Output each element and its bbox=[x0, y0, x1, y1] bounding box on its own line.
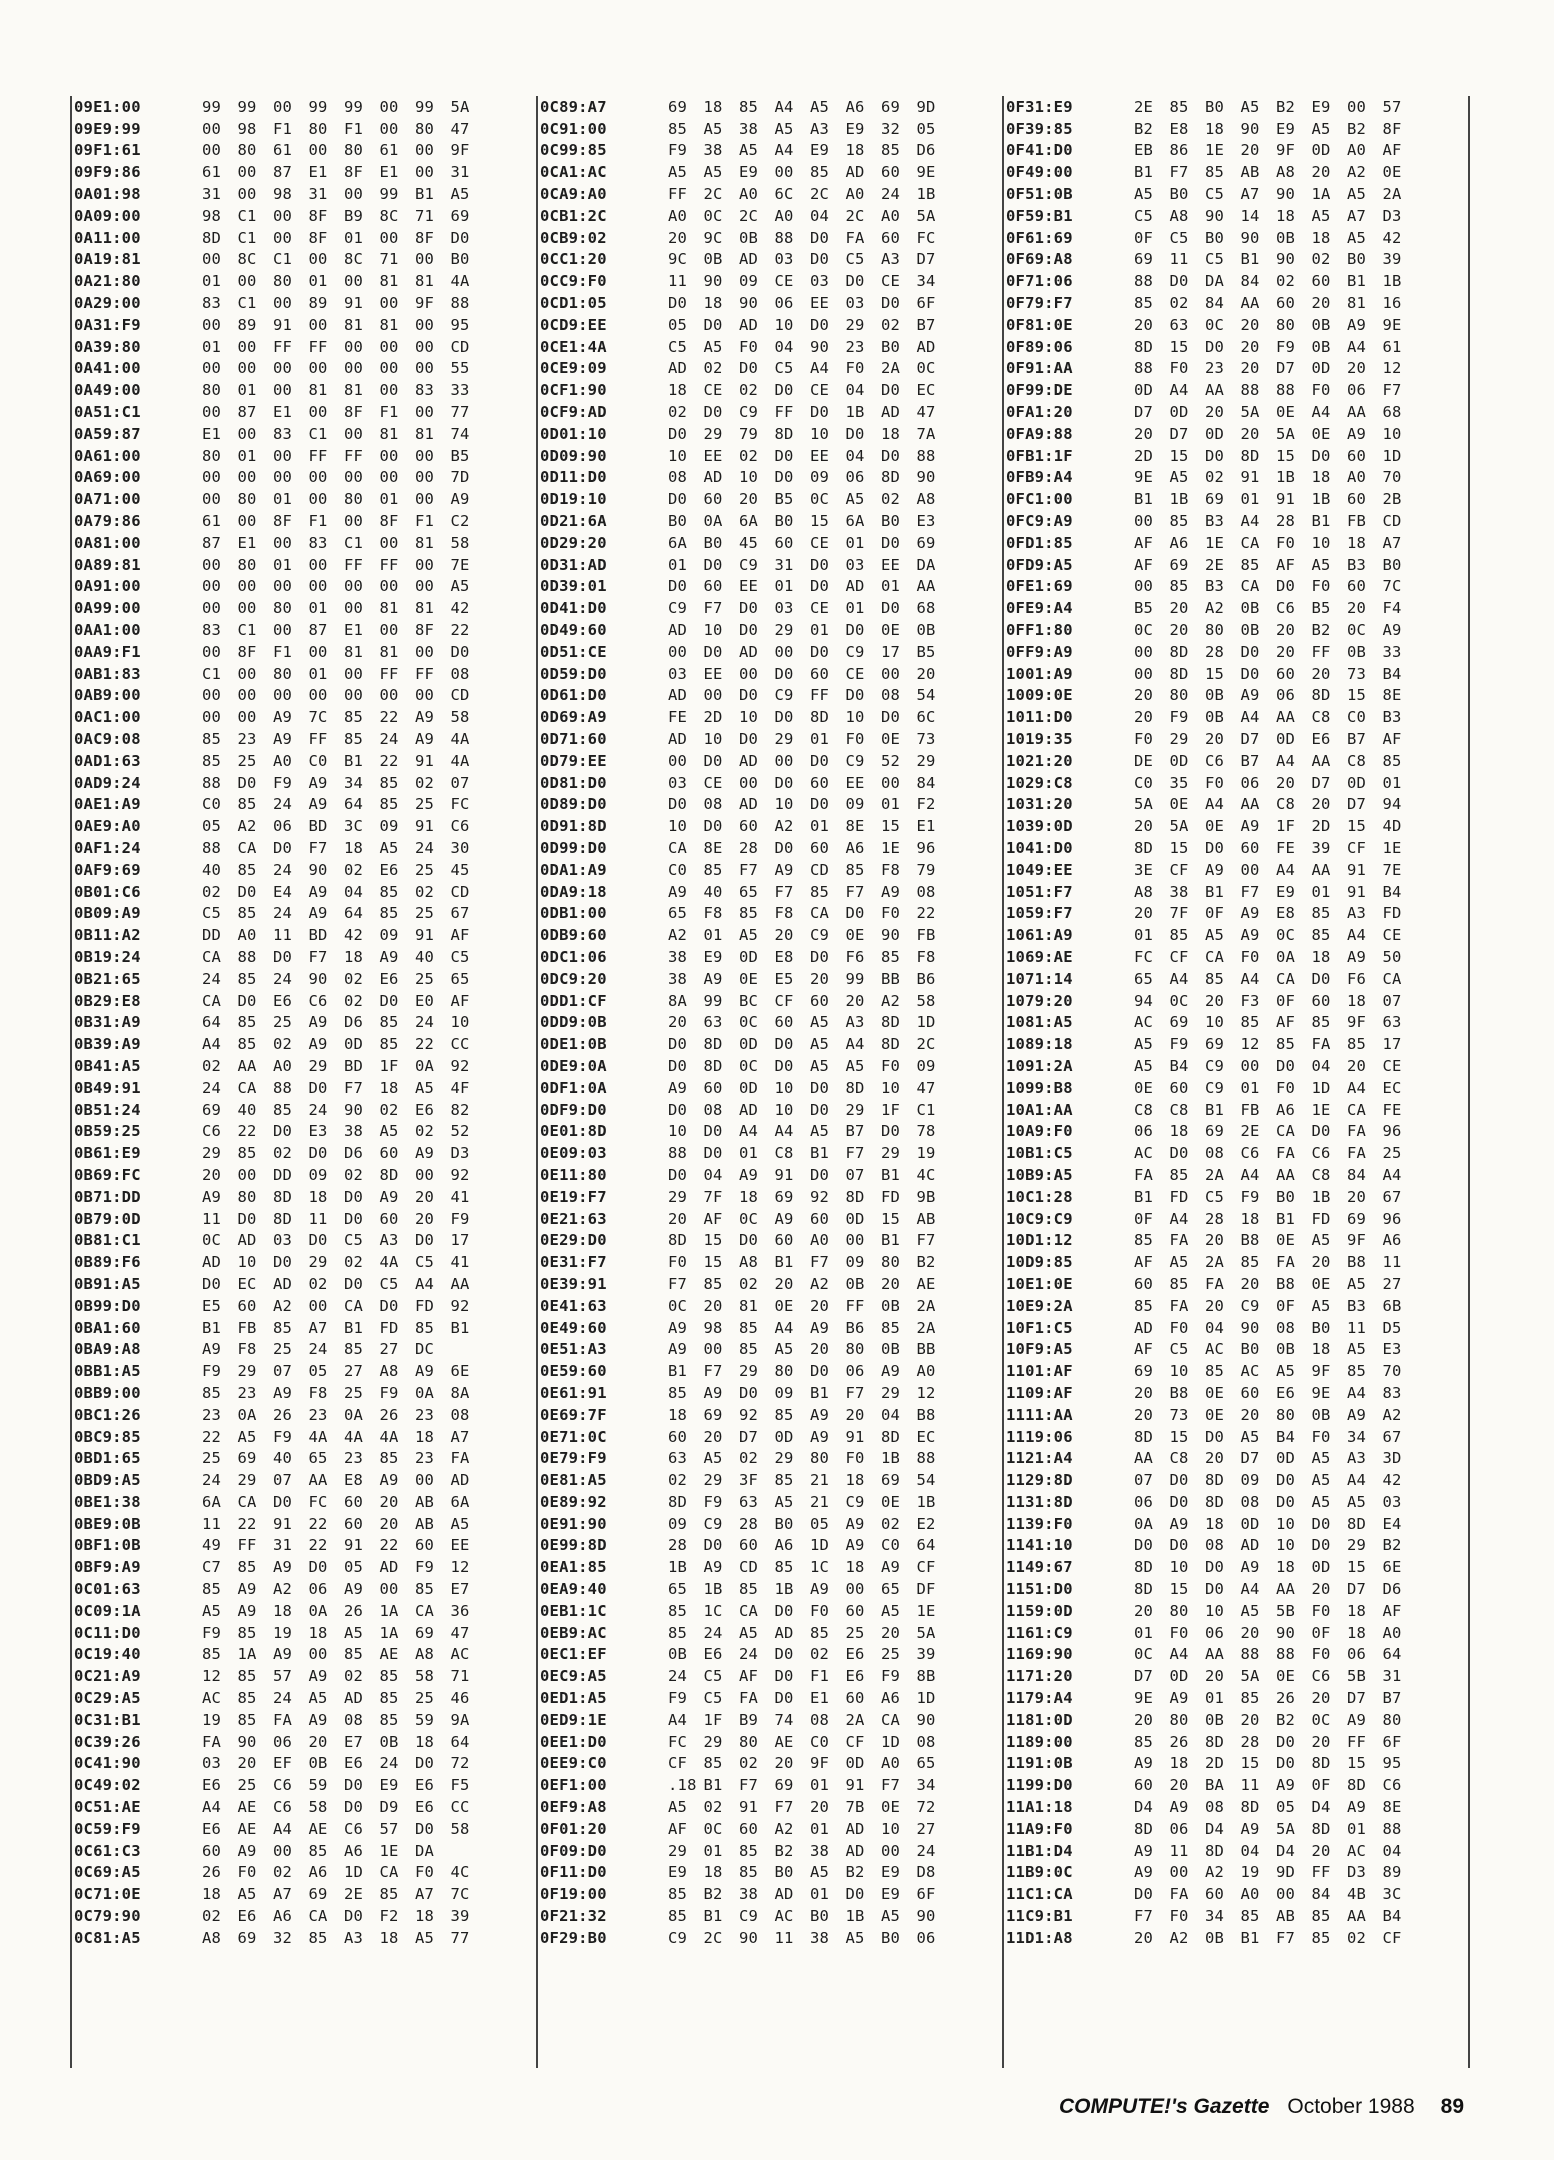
listing-line: 0EE1:D0 FC 29 80 AE C0 CF 1D 08 bbox=[540, 1732, 936, 1751]
listing-line: 09E1:00 99 99 00 99 99 00 99 5A bbox=[74, 97, 470, 116]
listing-line: 0A29:00 83 C1 00 89 91 00 9F 88 bbox=[74, 294, 470, 313]
listing-line: 1129:8D 07 D0 8D 09 D0 A5 A4 42 bbox=[1006, 1471, 1402, 1490]
listing-line: 0DD9:0B 20 63 0C 60 A5 A3 8D 1D bbox=[540, 1013, 936, 1032]
listing-line: 10D1:12 85 FA 20 B8 0E A5 9F A6 bbox=[1006, 1231, 1402, 1250]
listing-line: 1049:EE 3E CF A9 00 A4 AA 91 7E bbox=[1006, 860, 1402, 879]
listing-line: 0F59:B1 C5 A8 90 14 18 A5 A7 D3 bbox=[1006, 206, 1402, 225]
listing-line: 0CC1:20 9C 0B AD 03 D0 C5 A3 D7 bbox=[540, 250, 936, 269]
listing-line: 0AB9:00 00 00 00 00 00 00 00 CD bbox=[74, 686, 470, 705]
listing-line: 0FF1:80 0C 20 80 0B 20 B2 0C A9 bbox=[1006, 621, 1402, 640]
listing-line: 1111:AA 20 73 0E 20 80 0B A9 A2 bbox=[1006, 1405, 1402, 1424]
listing-column-1 bbox=[70, 96, 536, 2068]
listing-line: 0CF1:90 18 CE 02 D0 CE 04 D0 EC bbox=[540, 381, 936, 400]
listing-line: 0B79:0D 11 D0 8D 11 D0 60 20 F9 bbox=[74, 1209, 470, 1228]
listing-line: 0FC9:A9 00 85 B3 A4 28 B1 FB CD bbox=[1006, 512, 1402, 531]
listing-line: 0D81:D0 03 CE 00 D0 60 EE 00 84 bbox=[540, 773, 936, 792]
listing-line: 0B39:A9 A4 85 02 A9 0D 85 22 CC bbox=[74, 1035, 470, 1054]
listing-line: 11C9:B1 F7 F0 34 85 AB 85 AA B4 bbox=[1006, 1907, 1402, 1926]
listing-line: 1011:D0 20 F9 0B A4 AA C8 C0 B3 bbox=[1006, 708, 1402, 727]
listing-line: 0BF1:0B 49 FF 31 22 91 22 60 EE bbox=[74, 1536, 470, 1555]
listing-line: 1079:20 94 0C 20 F3 0F 60 18 07 bbox=[1006, 991, 1402, 1010]
listing-line: 0B21:65 24 85 24 90 02 E6 25 65 bbox=[74, 969, 470, 988]
listing-line: 0CA9:A0 FF 2C A0 6C 2C A0 24 1B bbox=[540, 185, 936, 204]
listing-line: 0E69:7F 18 69 92 85 A9 20 04 B8 bbox=[540, 1405, 936, 1424]
listing-line: 0A11:00 8D C1 00 8F 01 00 8F D0 bbox=[74, 228, 470, 247]
listing-line: 1061:A9 01 85 A5 A9 0C 85 A4 CE bbox=[1006, 926, 1402, 945]
listing-line: 0F99:DE 0D A4 AA 88 88 F0 06 F7 bbox=[1006, 381, 1402, 400]
listing-line: 0A41:00 00 00 00 00 00 00 00 55 bbox=[74, 359, 470, 378]
listing-line: 11B1:D4 A9 11 8D 04 D4 20 AC 04 bbox=[1006, 1841, 1402, 1860]
listing-line: 0D31:AD 01 D0 C9 31 D0 03 EE DA bbox=[540, 555, 936, 574]
magazine-name: COMPUTE!'s Gazette bbox=[1059, 2095, 1270, 2118]
listing-line: 09E9:99 00 98 F1 80 F1 00 80 47 bbox=[74, 119, 470, 138]
listing-line: 1041:D0 8D 15 D0 60 FE 39 CF 1E bbox=[1006, 838, 1402, 857]
listing-line: 0AC9:08 85 23 A9 FF 85 24 A9 4A bbox=[74, 730, 470, 748]
listing-line: 1179:A4 9E A9 01 85 26 20 D7 B7 bbox=[1006, 1689, 1402, 1708]
page-number: 89 bbox=[1440, 2095, 1464, 2118]
listing-line: 0BC9:85 22 A5 F9 4A 4A 4A 18 A7 bbox=[74, 1427, 470, 1446]
listing-line: 0EF9:A8 A5 02 91 F7 20 7B 0E 72 bbox=[540, 1798, 936, 1817]
listing-line: 0CB1:2C A0 0C 2C A0 04 2C A0 5A bbox=[540, 206, 936, 225]
listing-line: 0B59:25 C6 22 D0 E3 38 A5 02 52 bbox=[74, 1122, 470, 1141]
listing-line: 0CC9:F0 11 90 09 CE 03 D0 CE 34 bbox=[540, 272, 936, 291]
listing-line: 0A19:81 00 8C C1 00 8C 71 00 B0 bbox=[74, 250, 470, 269]
listing-line: 11A9:F0 8D 06 D4 A9 5A 8D 01 88 bbox=[1006, 1819, 1402, 1838]
listing-line: 0AC1:00 00 00 A9 7C 85 22 A9 58 bbox=[74, 708, 470, 727]
listing-line: 11B9:0C A9 00 A2 19 9D FF D3 89 bbox=[1006, 1863, 1402, 1882]
listing-line: 0D11:D0 08 AD 10 D0 09 06 8D 90 bbox=[540, 468, 936, 487]
listing-line: 1109:AF 20 B8 0E 60 E6 9E A4 83 bbox=[1006, 1383, 1402, 1402]
listing-line: 10A9:F0 06 18 69 2E CA D0 FA 96 bbox=[1006, 1122, 1402, 1141]
listing-line: 0EF1:00 .18 B1 F7 69 01 91 F7 34 bbox=[540, 1776, 936, 1795]
listing-line: 0C79:90 02 E6 A6 CA D0 F2 18 39 bbox=[74, 1907, 470, 1926]
listing-line: 0BE9:0B 11 22 91 22 60 20 AB A5 bbox=[74, 1514, 470, 1533]
listing-line: 0E49:60 A9 98 85 A4 A9 B6 85 2A bbox=[540, 1318, 936, 1337]
listing-line: 0B31:A9 64 85 25 A9 D6 85 24 10 bbox=[74, 1013, 470, 1032]
listing-line: 10C9:C9 0F A4 28 18 B1 FD 69 96 bbox=[1006, 1209, 1402, 1228]
listing-line: 0B49:91 24 CA 88 D0 F7 18 A5 4F bbox=[74, 1078, 470, 1097]
listing-line: 0A79:86 61 00 8F F1 00 8F F1 C2 bbox=[74, 512, 470, 531]
listing-line: 0F01:20 AF 0C 60 A2 01 AD 10 27 bbox=[540, 1819, 936, 1838]
listing-line: 0F21:32 85 B1 C9 AC B0 1B A5 90 bbox=[540, 1907, 936, 1926]
listing-line: 0F89:06 8D 15 D0 20 F9 0B A4 61 bbox=[1006, 337, 1402, 356]
listing-line: 0B91:A5 D0 EC AD 02 D0 C5 A4 AA bbox=[74, 1274, 470, 1293]
listing-line: 0E11:80 D0 04 A9 91 D0 07 B1 4C bbox=[540, 1165, 936, 1184]
listing-line: 0C61:C3 60 A9 00 85 A6 1E DA bbox=[74, 1841, 435, 1860]
listing-line: 0C71:0E 18 A5 A7 69 2E 85 A7 7C bbox=[74, 1885, 470, 1904]
listing-line: 0C51:AE A4 AE C6 58 D0 D9 E6 CC bbox=[74, 1798, 470, 1817]
listing-line: 1101:AF 69 10 85 AC A5 9F 85 70 bbox=[1006, 1362, 1402, 1381]
listing-line: 0AF9:69 40 85 24 90 02 E6 25 45 bbox=[74, 860, 470, 879]
listing-line: 0CB9:02 20 9C 0B 88 D0 FA 60 FC bbox=[540, 228, 936, 247]
listing-line: 10C1:28 B1 FD C5 F9 B0 1B 20 67 bbox=[1006, 1187, 1402, 1206]
listing-line: 0E01:8D 10 D0 A4 A4 A5 B7 D0 78 bbox=[540, 1122, 936, 1141]
listing-line: 0AE9:A0 05 A2 06 BD 3C 09 91 C6 bbox=[74, 817, 470, 836]
listing-line: 0F09:D0 29 01 85 B2 38 AD 00 24 bbox=[540, 1841, 936, 1860]
listing-line: 0D89:D0 D0 08 AD 10 D0 09 01 F2 bbox=[540, 795, 936, 814]
listing-line: 0D61:D0 AD 00 D0 C9 FF D0 08 54 bbox=[540, 686, 936, 705]
listing-line: 0B51:24 69 40 85 24 90 02 E6 82 bbox=[74, 1100, 470, 1119]
listing-line: 1081:A5 AC 69 10 85 AF 85 9F 63 bbox=[1006, 1013, 1402, 1032]
listing-line: 0C49:02 E6 25 C6 59 D0 E9 E6 F5 bbox=[74, 1776, 470, 1795]
listing-line: 1159:0D 20 80 10 A5 5B F0 18 AF bbox=[1006, 1601, 1402, 1620]
listing-line: 10E9:2A 85 FA 20 C9 0F A5 B3 6B bbox=[1006, 1296, 1402, 1315]
listing-line: 1149:67 8D 10 D0 A9 18 0D 15 6E bbox=[1006, 1558, 1402, 1577]
listing-line: 1089:18 A5 F9 69 12 85 FA 85 17 bbox=[1006, 1035, 1402, 1054]
listing-line: 0AA9:F1 00 8F F1 00 81 81 00 D0 bbox=[74, 642, 470, 661]
listing-line: 0DF9:D0 D0 08 AD 10 D0 29 1F C1 bbox=[540, 1100, 936, 1119]
listing-line: 0D99:D0 CA 8E 28 D0 60 A6 1E 96 bbox=[540, 838, 936, 857]
listing-line: 0D71:60 AD 10 D0 29 01 F0 0E 73 bbox=[540, 730, 936, 748]
listing-line: 11A1:18 D4 A9 08 8D 05 D4 A9 8E bbox=[1006, 1798, 1402, 1817]
listing-line: 1199:D0 60 20 BA 11 A9 0F 8D C6 bbox=[1006, 1776, 1402, 1795]
listing-line: 0C29:A5 AC 85 24 A5 AD 85 25 46 bbox=[74, 1689, 470, 1708]
issue-date: October 1988 bbox=[1287, 2095, 1415, 2118]
listing-line: 0E29:D0 8D 15 D0 60 A0 00 B1 F7 bbox=[540, 1231, 936, 1250]
listing-line: 0E81:A5 02 29 3F 85 21 18 69 54 bbox=[540, 1471, 936, 1490]
listing-line: 0FB9:A4 9E A5 02 91 1B 18 A0 70 bbox=[1006, 468, 1402, 487]
listing-line: 0ED9:1E A4 1F B9 74 08 2A CA 90 bbox=[540, 1710, 936, 1729]
listing-line: 0A81:00 87 E1 00 83 C1 00 81 58 bbox=[74, 533, 470, 552]
listing-line: 0CF9:AD 02 D0 C9 FF D0 1B AD 47 bbox=[540, 403, 936, 422]
listing-line: 0A01:98 31 00 98 31 00 99 B1 A5 bbox=[74, 185, 470, 204]
listing-line: 0DA9:18 A9 40 65 F7 85 F7 A9 08 bbox=[540, 882, 936, 901]
listing-line: 0E41:63 0C 20 81 0E 20 FF 0B 2A bbox=[540, 1296, 936, 1315]
listing-line: 0F91:AA 88 F0 23 20 D7 0D 20 12 bbox=[1006, 359, 1402, 378]
listing-line: 0E21:63 20 AF 0C A9 60 0D 15 AB bbox=[540, 1209, 936, 1228]
listing-line: 1039:0D 20 5A 0E A9 1F 2D 15 4D bbox=[1006, 817, 1402, 836]
listing-line: 0BF9:A9 C7 85 A9 D0 05 AD F9 12 bbox=[74, 1558, 470, 1577]
listing-line: 0FF9:A9 00 8D 28 D0 20 FF 0B 33 bbox=[1006, 642, 1402, 661]
listing-line: 1141:10 D0 D0 08 AD 10 D0 29 B2 bbox=[1006, 1536, 1402, 1555]
listing-line: 1051:F7 A8 38 B1 F7 E9 01 91 B4 bbox=[1006, 882, 1402, 901]
listing-line: 0B71:DD A9 80 8D 18 D0 A9 20 41 bbox=[74, 1187, 470, 1206]
listing-line: 0A21:80 01 00 80 01 00 81 81 4A bbox=[74, 272, 470, 291]
listing-line: 1171:20 D7 0D 20 5A 0E C6 5B 31 bbox=[1006, 1667, 1402, 1686]
listing-line: 1181:0D 20 80 0B 20 B2 0C A9 80 bbox=[1006, 1710, 1402, 1729]
listing-line: 09F9:86 61 00 87 E1 8F E1 00 31 bbox=[74, 163, 470, 182]
listing-line: 0E51:A3 A9 00 85 A5 20 80 0B BB bbox=[540, 1340, 936, 1359]
listing-line: 0D69:A9 FE 2D 10 D0 8D 10 D0 6C bbox=[540, 708, 936, 727]
listing-line: 0FC1:00 B1 1B 69 01 91 1B 60 2B bbox=[1006, 490, 1402, 509]
listing-line: 0B81:C1 0C AD 03 D0 C5 A3 D0 17 bbox=[74, 1231, 470, 1250]
listing-line: 0B29:E8 CA D0 E6 C6 02 D0 E0 AF bbox=[74, 991, 470, 1010]
listing-line: 10A1:AA C8 C8 B1 FB A6 1E CA FE bbox=[1006, 1100, 1402, 1119]
page-footer bbox=[1059, 2095, 1464, 2119]
listing-line: 0E89:92 8D F9 63 A5 21 C9 0E 1B bbox=[540, 1492, 936, 1511]
listing-line: 1021:20 DE 0D C6 B7 A4 AA C8 85 bbox=[1006, 751, 1402, 770]
listing-line: 1091:2A A5 B4 C9 00 D0 04 20 CE bbox=[1006, 1056, 1402, 1075]
listing-line: 0E09:03 88 D0 01 C8 B1 F7 29 19 bbox=[540, 1144, 936, 1163]
listing-line: 0C11:D0 F9 85 19 18 A5 1A 69 47 bbox=[74, 1623, 470, 1642]
listing-line: 0CD1:05 D0 18 90 06 EE 03 D0 6F bbox=[540, 294, 936, 313]
listing-line: 0BA9:A8 A9 F8 25 24 85 27 DC bbox=[74, 1340, 435, 1359]
listing-line: 0CE1:4A C5 A5 F0 04 90 23 B0 AD bbox=[540, 337, 936, 356]
listing-line: 0CA1:AC A5 A5 E9 00 85 AD 60 9E bbox=[540, 163, 936, 182]
listing-line: 10F9:A5 AF C5 AC B0 0B 18 A5 E3 bbox=[1006, 1340, 1402, 1359]
listing-line: 0D29:20 6A B0 45 60 CE 01 D0 69 bbox=[540, 533, 936, 552]
listing-line: 0A59:87 E1 00 83 C1 00 81 81 74 bbox=[74, 424, 470, 443]
listing-line: 0B61:E9 29 85 02 D0 D6 60 A9 D3 bbox=[74, 1144, 470, 1163]
listing-line: 0A89:81 00 80 01 00 FF FF 00 7E bbox=[74, 555, 470, 574]
listing-line: 0DB9:60 A2 01 A5 20 C9 0E 90 FB bbox=[540, 926, 936, 945]
listing-line: 0B09:A9 C5 85 24 A9 64 85 25 67 bbox=[74, 904, 470, 923]
listing-line: 0FB1:1F 2D 15 D0 8D 15 D0 60 1D bbox=[1006, 446, 1402, 465]
listing-line: 0C09:1A A5 A9 18 0A 26 1A CA 36 bbox=[74, 1601, 470, 1620]
listing-line: 0CD9:EE 05 D0 AD 10 D0 29 02 B7 bbox=[540, 315, 936, 334]
listing-line: 0F39:85 B2 E8 18 90 E9 A5 B2 8F bbox=[1006, 119, 1402, 138]
listing-line: 0C01:63 85 A9 A2 06 A9 00 85 E7 bbox=[74, 1580, 470, 1599]
listing-line: 0D91:8D 10 D0 60 A2 01 8E 15 E1 bbox=[540, 817, 936, 836]
listing-line: 0B69:FC 20 00 DD 09 02 8D 00 92 bbox=[74, 1165, 470, 1184]
listing-line: 0F29:B0 C9 2C 90 11 38 A5 B0 06 bbox=[540, 1928, 936, 1947]
listing-line: 0D19:10 D0 60 20 B5 0C A5 02 A8 bbox=[540, 490, 936, 509]
listing-line: 0BD9:A5 24 29 07 AA E8 A9 00 AD bbox=[74, 1471, 470, 1490]
listing-line: 0D01:10 D0 29 79 8D 10 D0 18 7A bbox=[540, 424, 936, 443]
listing-line: 10B1:C5 AC D0 08 C6 FA C6 FA 25 bbox=[1006, 1144, 1402, 1163]
listing-line: 0FE1:69 00 85 B3 CA D0 F0 60 7C bbox=[1006, 577, 1402, 596]
listing-line: 0E79:F9 63 A5 02 29 80 F0 1B 88 bbox=[540, 1449, 936, 1468]
listing-line: 0E39:91 F7 85 02 20 A2 0B 20 AE bbox=[540, 1274, 936, 1293]
listing-line: 0BC1:26 23 0A 26 23 0A 26 23 08 bbox=[74, 1405, 470, 1424]
listing-line: 0A31:F9 00 89 91 00 81 81 00 95 bbox=[74, 315, 470, 334]
listing-line: 0F61:69 0F C5 B0 90 0B 18 A5 42 bbox=[1006, 228, 1402, 247]
listing-line: 0A69:00 00 00 00 00 00 00 00 7D bbox=[74, 468, 470, 487]
listing-line: 0A99:00 00 00 80 01 00 81 81 42 bbox=[74, 599, 470, 618]
listing-line: 0B11:A2 DD A0 11 BD 42 09 91 AF bbox=[74, 926, 470, 945]
listing-line: 1069:AE FC CF CA F0 0A 18 A9 50 bbox=[1006, 947, 1402, 966]
listing-line: 0A71:00 00 80 01 00 80 01 00 A9 bbox=[74, 490, 470, 509]
listing-line: 1009:0E 20 80 0B A9 06 8D 15 8E bbox=[1006, 686, 1402, 705]
listing-line: 0AD1:63 85 25 A0 C0 B1 22 91 4A bbox=[74, 751, 470, 770]
listing-line: 0C89:A7 69 18 85 A4 A5 A6 69 9D bbox=[540, 97, 936, 116]
listing-line: 0DB1:00 65 F8 85 F8 CA D0 F0 22 bbox=[540, 904, 936, 923]
listing-line: 1189:00 85 26 8D 28 D0 20 FF 6F bbox=[1006, 1732, 1402, 1751]
listing-line: 0FA9:88 20 D7 0D 20 5A 0E A9 10 bbox=[1006, 424, 1402, 443]
listing-line: 0AF1:24 88 CA D0 F7 18 A5 24 30 bbox=[74, 838, 470, 857]
listing-line: 0B89:F6 AD 10 D0 29 02 4A C5 41 bbox=[74, 1253, 470, 1272]
listing-line: 0A49:00 80 01 00 81 81 00 83 33 bbox=[74, 381, 470, 400]
listing-line: 10E1:0E 60 85 FA 20 B8 0E A5 27 bbox=[1006, 1274, 1402, 1293]
listing-line: 0F79:F7 85 02 84 AA 60 20 81 16 bbox=[1006, 294, 1402, 313]
listing-line: 0C19:40 85 1A A9 00 85 AE A8 AC bbox=[74, 1645, 470, 1664]
listing-line: 1139:F0 0A A9 18 0D 10 D0 8D E4 bbox=[1006, 1514, 1402, 1533]
listing-line: 0E99:8D 28 D0 60 A6 1D A9 C0 64 bbox=[540, 1536, 936, 1555]
listing-line: 0DE9:0A D0 8D 0C D0 A5 A5 F0 09 bbox=[540, 1056, 936, 1075]
listing-line: 0FD9:A5 AF 69 2E 85 AF A5 B3 B0 bbox=[1006, 555, 1402, 574]
listing-line: 0FD1:85 AF A6 1E CA F0 10 18 A7 bbox=[1006, 533, 1402, 552]
listing-line: 0EC9:A5 24 C5 AF D0 F1 E6 F9 8B bbox=[540, 1667, 936, 1686]
listing-line: 0B19:24 CA 88 D0 F7 18 A9 40 C5 bbox=[74, 947, 470, 966]
listing-line: 1001:A9 00 8D 15 D0 60 20 73 B4 bbox=[1006, 664, 1402, 683]
listing-line: 0BA1:60 B1 FB 85 A7 B1 FD 85 B1 bbox=[74, 1318, 470, 1337]
listing-line: 0DA1:A9 C0 85 F7 A9 CD 85 F8 79 bbox=[540, 860, 936, 879]
listing-line: 0EB9:AC 85 24 A5 AD 85 25 20 5A bbox=[540, 1623, 936, 1642]
listing-line: 0EB1:1C 85 1C CA D0 F0 60 A5 1E bbox=[540, 1601, 936, 1620]
listing-line: 0FE9:A4 B5 20 A2 0B C6 B5 20 F4 bbox=[1006, 599, 1402, 618]
listing-line: 1151:D0 8D 15 D0 A4 AA 20 D7 D6 bbox=[1006, 1580, 1402, 1599]
listing-line: 0F71:06 88 D0 DA 84 02 60 B1 1B bbox=[1006, 272, 1402, 291]
listing-line: 0D09:90 10 EE 02 D0 EE 04 D0 88 bbox=[540, 446, 936, 465]
listing-line: 0C41:90 03 20 EF 0B E6 24 D0 72 bbox=[74, 1754, 470, 1773]
listing-line: 0ED1:A5 F9 C5 FA D0 E1 60 A6 1D bbox=[540, 1689, 936, 1708]
listing-line: 09F1:61 00 80 61 00 80 61 00 9F bbox=[74, 141, 470, 160]
listing-line: 1121:A4 AA C8 20 D7 0D A5 A3 3D bbox=[1006, 1449, 1402, 1468]
listing-line: 0A39:80 01 00 FF FF 00 00 00 CD bbox=[74, 337, 470, 356]
listing-line: 0C99:85 F9 38 A5 A4 E9 18 85 D6 bbox=[540, 141, 936, 160]
listing-line: 0DC1:06 38 E9 0D E8 D0 F6 85 F8 bbox=[540, 947, 936, 966]
listing-line: 0DC9:20 38 A9 0E E5 20 99 BB B6 bbox=[540, 969, 936, 988]
listing-line: 0AB1:83 C1 00 80 01 00 FF FF 08 bbox=[74, 664, 470, 683]
listing-line: 0D79:EE 00 D0 AD 00 D0 C9 52 29 bbox=[540, 751, 936, 770]
listing-line: 0EC1:EF 0B E6 24 D0 02 E6 25 39 bbox=[540, 1645, 936, 1664]
listing-line: 0A09:00 98 C1 00 8F B9 8C 71 69 bbox=[74, 206, 470, 225]
listing-line: 0BE1:38 6A CA D0 FC 60 20 AB 6A bbox=[74, 1492, 470, 1511]
listing-line: 0C39:26 FA 90 06 20 E7 0B 18 64 bbox=[74, 1732, 470, 1751]
listing-line: 0F81:0E 20 63 0C 20 80 0B A9 9E bbox=[1006, 315, 1402, 334]
listing-line: 0B99:D0 E5 60 A2 00 CA D0 FD 92 bbox=[74, 1296, 470, 1315]
listing-column-3 bbox=[1002, 96, 1470, 2068]
listing-line: 0AD9:24 88 D0 F9 A9 34 85 02 07 bbox=[74, 773, 470, 792]
listing-line: 1119:06 8D 15 D0 A5 B4 F0 34 67 bbox=[1006, 1427, 1402, 1446]
listing-line: 1099:B8 0E 60 C9 01 F0 1D A4 EC bbox=[1006, 1078, 1402, 1097]
listing-line: 0DF1:0A A9 60 0D 10 D0 8D 10 47 bbox=[540, 1078, 936, 1097]
listing-line: 0E59:60 B1 F7 29 80 D0 06 A9 A0 bbox=[540, 1362, 936, 1381]
listing-line: 0DE1:0B D0 8D 0D D0 A5 A4 8D 2C bbox=[540, 1035, 936, 1054]
listing-line: 0C21:A9 12 85 57 A9 02 85 58 71 bbox=[74, 1667, 470, 1686]
listing-line: 0AA1:00 83 C1 00 87 E1 00 8F 22 bbox=[74, 621, 470, 640]
listing-line: 0C81:A5 A8 69 32 85 A3 18 A5 77 bbox=[74, 1928, 470, 1947]
listing-line: 0A51:C1 00 87 E1 00 8F F1 00 77 bbox=[74, 403, 470, 422]
listing-line: 0F41:D0 EB 86 1E 20 9F 0D A0 AF bbox=[1006, 141, 1402, 160]
listing-line: 0BD1:65 25 69 40 65 23 85 23 FA bbox=[74, 1449, 470, 1468]
hex-listing bbox=[70, 96, 1470, 2068]
listing-line: 1059:F7 20 7F 0F A9 E8 85 A3 FD bbox=[1006, 904, 1402, 923]
listing-line: 0EA9:40 65 1B 85 1B A9 00 65 DF bbox=[540, 1580, 936, 1599]
listing-line: 0A61:00 80 01 00 FF FF 00 00 B5 bbox=[74, 446, 470, 465]
listing-line: 1019:35 F0 29 20 D7 0D E6 B7 AF bbox=[1006, 730, 1402, 748]
listing-line: 0A91:00 00 00 00 00 00 00 00 A5 bbox=[74, 577, 470, 596]
listing-line: 0EA1:85 1B A9 CD 85 1C 18 A9 CF bbox=[540, 1558, 936, 1577]
listing-line: 1161:C9 01 F0 06 20 90 0F 18 A0 bbox=[1006, 1623, 1402, 1642]
listing-line: 0D59:D0 03 EE 00 D0 60 CE 00 20 bbox=[540, 664, 936, 683]
listing-line: 0C31:B1 19 85 FA A9 08 85 59 9A bbox=[74, 1710, 470, 1729]
listing-line: 0AE1:A9 C0 85 24 A9 64 85 25 FC bbox=[74, 795, 470, 814]
listing-line: 0EE9:C0 CF 85 02 20 9F 0D A0 65 bbox=[540, 1754, 936, 1773]
listing-line: 0C91:00 85 A5 38 A5 A3 E9 32 05 bbox=[540, 119, 936, 138]
listing-line: 0D51:CE 00 D0 AD 00 D0 C9 17 B5 bbox=[540, 642, 936, 661]
listing-line: 1169:90 0C A4 AA 88 88 F0 06 64 bbox=[1006, 1645, 1402, 1664]
listing-line: 0F19:00 85 B2 38 AD 01 D0 E9 6F bbox=[540, 1885, 936, 1904]
listing-line: 0C69:A5 26 F0 02 A6 1D CA F0 4C bbox=[74, 1863, 470, 1882]
listing-line: 10F1:C5 AD F0 04 90 08 B0 11 D5 bbox=[1006, 1318, 1402, 1337]
listing-line: 0E31:F7 F0 15 A8 B1 F7 09 80 B2 bbox=[540, 1253, 936, 1272]
listing-line: 10D9:85 AF A5 2A 85 FA 20 B8 11 bbox=[1006, 1253, 1402, 1272]
listing-line: 0E71:0C 60 20 D7 0D A9 91 8D EC bbox=[540, 1427, 936, 1446]
listing-line: 0B41:A5 02 AA A0 29 BD 1F 0A 92 bbox=[74, 1056, 470, 1075]
listing-line: 0FA1:20 D7 0D 20 5A 0E A4 AA 68 bbox=[1006, 403, 1402, 422]
listing-line: 1131:8D 06 D0 8D 08 D0 A5 A5 03 bbox=[1006, 1492, 1402, 1511]
listing-line: 0D21:6A B0 0A 6A B0 15 6A B0 E3 bbox=[540, 512, 936, 531]
listing-line: 0CE9:09 AD 02 D0 C5 A4 F0 2A 0C bbox=[540, 359, 936, 378]
listing-line: 10B9:A5 FA 85 2A A4 AA C8 84 A4 bbox=[1006, 1165, 1402, 1184]
listing-line: 0E61:91 85 A9 D0 09 B1 F7 29 12 bbox=[540, 1383, 936, 1402]
listing-line: 0DD1:CF 8A 99 BC CF 60 20 A2 58 bbox=[540, 991, 936, 1010]
listing-line: 0F11:D0 E9 18 85 B0 A5 B2 E9 D8 bbox=[540, 1863, 936, 1882]
listing-line: 0B01:C6 02 D0 E4 A9 04 85 02 CD bbox=[74, 882, 470, 901]
listing-line: 0D41:D0 C9 F7 D0 03 CE 01 D0 68 bbox=[540, 599, 936, 618]
listing-line: 1071:14 65 A4 85 A4 CA D0 F6 CA bbox=[1006, 969, 1402, 988]
listing-line: 0F51:0B A5 B0 C5 A7 90 1A A5 2A bbox=[1006, 185, 1402, 204]
listing-line: 0F49:00 B1 F7 85 AB A8 20 A2 0E bbox=[1006, 163, 1402, 182]
listing-line: 0D49:60 AD 10 D0 29 01 D0 0E 0B bbox=[540, 621, 936, 640]
listing-line: 0D39:01 D0 60 EE 01 D0 AD 01 AA bbox=[540, 577, 936, 596]
listing-line: 0BB9:00 85 23 A9 F8 25 F9 0A 8A bbox=[74, 1383, 470, 1402]
listing-line: 0E91:90 09 C9 28 B0 05 A9 02 E2 bbox=[540, 1514, 936, 1533]
listing-line: 11C1:CA D0 FA 60 A0 00 84 4B 3C bbox=[1006, 1885, 1402, 1904]
listing-line: 0BB1:A5 F9 29 07 05 27 A8 A9 6E bbox=[74, 1362, 470, 1381]
listing-line: 1191:0B A9 18 2D 15 D0 8D 15 95 bbox=[1006, 1754, 1402, 1773]
listing-line: 1031:20 5A 0E A4 AA C8 20 D7 94 bbox=[1006, 795, 1402, 814]
listing-line: 0E19:F7 29 7F 18 69 92 8D FD 9B bbox=[540, 1187, 936, 1206]
listing-line: 1029:C8 C0 35 F0 06 20 D7 0D 01 bbox=[1006, 773, 1402, 792]
listing-line: 0F31:E9 2E 85 B0 A5 B2 E9 00 57 bbox=[1006, 97, 1402, 116]
listing-column-2 bbox=[536, 96, 1002, 2068]
listing-line: 0C59:F9 E6 AE A4 AE C6 57 D0 58 bbox=[74, 1819, 470, 1838]
listing-line: 0F69:A8 69 11 C5 B1 90 02 B0 39 bbox=[1006, 250, 1402, 269]
listing-line: 11D1:A8 20 A2 0B B1 F7 85 02 CF bbox=[1006, 1928, 1402, 1947]
